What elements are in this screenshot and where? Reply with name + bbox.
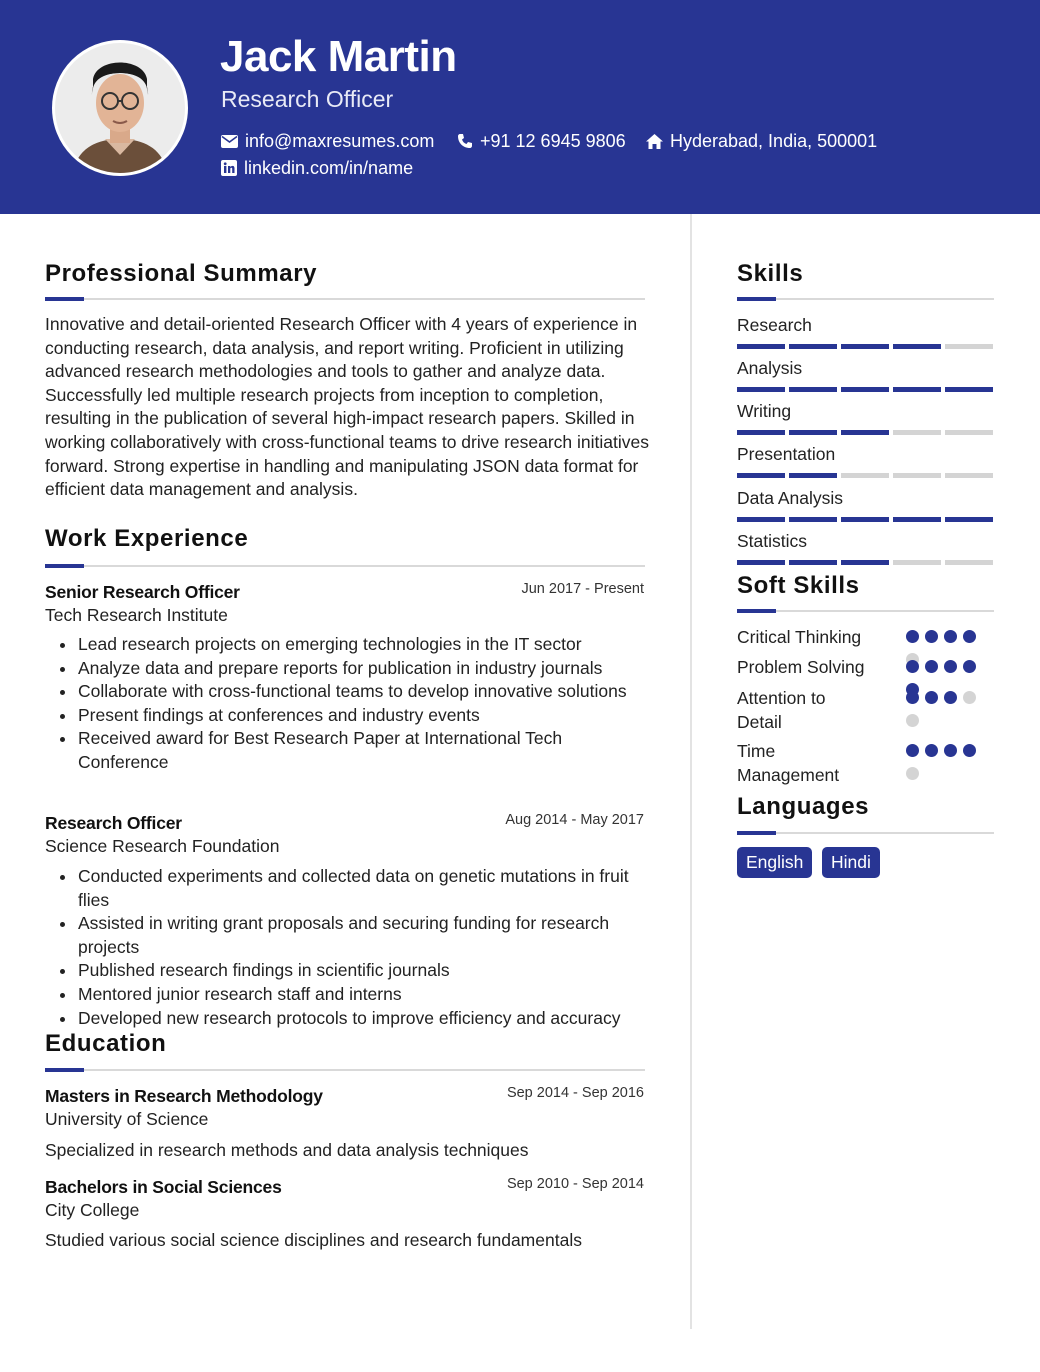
list-item: Collaborate with cross-functional teams to develop innovative solutions: [45, 680, 645, 704]
language-badge: English: [737, 847, 812, 878]
job-title: Research Officer: [45, 813, 182, 833]
skill-name: Presentation: [737, 444, 836, 464]
school-name: City College: [45, 1200, 140, 1220]
rating-dot: [963, 630, 976, 643]
skill-bar-segment: [737, 344, 785, 349]
skill-bar-segment: [945, 517, 993, 522]
skill-bar-segment: [893, 344, 941, 349]
education-accent: [45, 1068, 84, 1072]
list-item: Mentored junior research staff and interns: [45, 983, 650, 1007]
rating-dot: [906, 714, 919, 727]
rating-dot: [906, 744, 919, 757]
degree-title: Masters in Research Methodology: [45, 1086, 323, 1106]
rating-dot: [944, 744, 957, 757]
skill-bar-segment: [737, 560, 785, 565]
skill-bar-segment: [737, 473, 785, 478]
skill-bar-segment: [893, 560, 941, 565]
job-date: Jun 2017 - Present: [521, 581, 644, 597]
skill-bar-segment: [945, 473, 993, 478]
skill-bar-segment: [893, 430, 941, 435]
contact-email[interactable]: [221, 130, 434, 152]
soft-skill-name: Critical Thinking: [737, 627, 862, 647]
rating-dot: [944, 660, 957, 673]
school-name: University of Science: [45, 1109, 209, 1129]
skill-rating-bar: [737, 473, 993, 478]
rating-dot: [906, 691, 919, 704]
language-badge: Hindi: [822, 847, 880, 878]
contact-linkedin-text: linkedin.com/in/name: [244, 158, 414, 178]
summary-text: Innovative and detail-oriented Research Officer with 4 years of experience in conducting research, data analysis, and report writing. Proficient in utilizing advanced research methodologies and tools to gather and analyze data. Successfully led multiple research projects from inception to completion, resulting in the publication of several high-impact research papers. Skilled in working collaboratively with cross-functional teams to drive research initiatives forward. Strong expertise in handling and manipulating JSON data format for efficient data management and analysis.: [45, 314, 649, 500]
degree-date: Sep 2010 - Sep 2014: [506, 1176, 644, 1192]
skill-bar-segment: [893, 517, 941, 522]
contact-phone[interactable]: [457, 130, 626, 152]
experience-rule: [45, 565, 645, 567]
summary-heading: Professional Summary: [45, 260, 318, 287]
education-heading: Education: [45, 1030, 167, 1057]
skill-rating-bar: [737, 430, 993, 435]
job-bullets: [45, 865, 650, 1030]
list-item: Published research findings in scientific journals: [45, 959, 650, 983]
rating-dot: [963, 691, 976, 704]
job-org: Tech Research Institute: [45, 605, 228, 625]
skill-rating-bar: [737, 344, 993, 349]
list-item: Present findings at conferences and industry events: [45, 704, 645, 728]
contact-phone-text: +91 12 6945 9806: [480, 131, 626, 151]
experience-accent: [45, 564, 84, 568]
job-org: Science Research Foundation: [45, 836, 280, 856]
rating-dot: [925, 660, 938, 673]
skill-bar-segment: [737, 387, 785, 392]
envelope-icon: [221, 135, 238, 148]
skill-bar-segment: [789, 344, 837, 349]
skill-bar-segment: [841, 473, 889, 478]
soft-skills-accent: [737, 609, 776, 613]
skill-rating-bar: [737, 560, 993, 565]
skill-name: Data Analysis: [737, 488, 844, 508]
contact-email-text: info@maxresumes.com: [245, 131, 435, 151]
skill-bar-segment: [841, 344, 889, 349]
phone-icon: [457, 133, 473, 149]
linkedin-icon: [221, 160, 237, 176]
skill-bar-segment: [893, 387, 941, 392]
skill-rating-bar: [737, 517, 993, 522]
rating-dot: [906, 630, 919, 643]
degree-title: Bachelors in Social Sciences: [45, 1177, 282, 1197]
profile-photo: [52, 40, 188, 176]
languages-accent: [737, 831, 776, 835]
skill-bar-segment: [893, 473, 941, 478]
skill-rating-bar: [737, 387, 993, 392]
list-item: Assisted in writing grant proposals and securing funding for research projects: [45, 912, 650, 959]
skill-bar-segment: [945, 430, 993, 435]
list-item: Analyze data and prepare reports for publication in industry journals: [45, 657, 645, 681]
skill-bar-segment: [789, 387, 837, 392]
job-title: Senior Research Officer: [45, 582, 240, 602]
skill-bar-segment: [945, 387, 993, 392]
skill-bar-segment: [789, 517, 837, 522]
skill-bar-segment: [789, 560, 837, 565]
soft-skill-name: Problem Solving: [737, 657, 865, 677]
candidate-role: Research Officer: [221, 86, 394, 112]
skill-name: Statistics: [737, 531, 808, 551]
list-item: Developed new research protocols to improve efficiency and accuracy: [45, 1007, 650, 1031]
list-item: Conducted experiments and collected data on genetic mutations in fruit flies: [45, 865, 650, 912]
rating-dot: [944, 630, 957, 643]
rating-dot: [906, 767, 919, 780]
job-date: Aug 2014 - May 2017: [505, 812, 644, 828]
skill-bar-segment: [737, 517, 785, 522]
skill-bar-segment: [841, 560, 889, 565]
degree-description: Studied various social science disciplines and research fundamentals: [45, 1230, 582, 1250]
contact-location-text: Hyderabad, India, 500001: [670, 131, 878, 151]
soft-skill-name: Attention to Detail: [737, 688, 826, 732]
skill-bar-segment: [945, 344, 993, 349]
languages-heading: Languages: [737, 793, 870, 820]
rating-dot: [925, 691, 938, 704]
soft-skill-rating: [906, 691, 982, 727]
skills-accent: [737, 297, 776, 301]
skill-bar-segment: [841, 430, 889, 435]
contact-location: [646, 130, 877, 152]
job-bullets: [45, 633, 645, 775]
rating-dot: [963, 660, 976, 673]
skill-bar-segment: [737, 430, 785, 435]
column-divider: [690, 214, 692, 1329]
skill-name: Analysis: [737, 358, 803, 378]
soft-skill-name: Time Management: [737, 741, 840, 785]
degree-date: Sep 2014 - Sep 2016: [506, 1085, 644, 1101]
rating-dot: [906, 660, 919, 673]
rating-dot: [944, 691, 957, 704]
soft-skills-heading: Soft Skills: [737, 572, 860, 599]
resume-header: [0, 0, 1040, 214]
rating-dot: [925, 744, 938, 757]
experience-heading: Work Experience: [45, 525, 249, 552]
rating-dot: [963, 744, 976, 757]
education-rule: [45, 1069, 645, 1071]
candidate-name: Jack Martin: [220, 32, 457, 81]
home-icon: [646, 134, 663, 149]
skill-name: Writing: [737, 401, 792, 421]
skill-bar-segment: [841, 387, 889, 392]
summary-rule: [45, 298, 645, 300]
degree-description: Specialized in research methods and data analysis techniques: [45, 1140, 529, 1160]
skill-bar-segment: [841, 517, 889, 522]
contact-linkedin[interactable]: [221, 157, 413, 179]
soft-skill-rating: [906, 744, 982, 780]
skill-bar-segment: [945, 560, 993, 565]
list-item: Received award for Best Research Paper at International Tech Conference: [45, 727, 645, 774]
skill-bar-segment: [789, 430, 837, 435]
skill-name: Research: [737, 315, 812, 335]
rating-dot: [925, 630, 938, 643]
skills-heading: Skills: [737, 260, 804, 287]
skill-bar-segment: [789, 473, 837, 478]
list-item: Lead research projects on emerging technologies in the IT sector: [45, 633, 645, 657]
summary-accent: [45, 297, 84, 301]
